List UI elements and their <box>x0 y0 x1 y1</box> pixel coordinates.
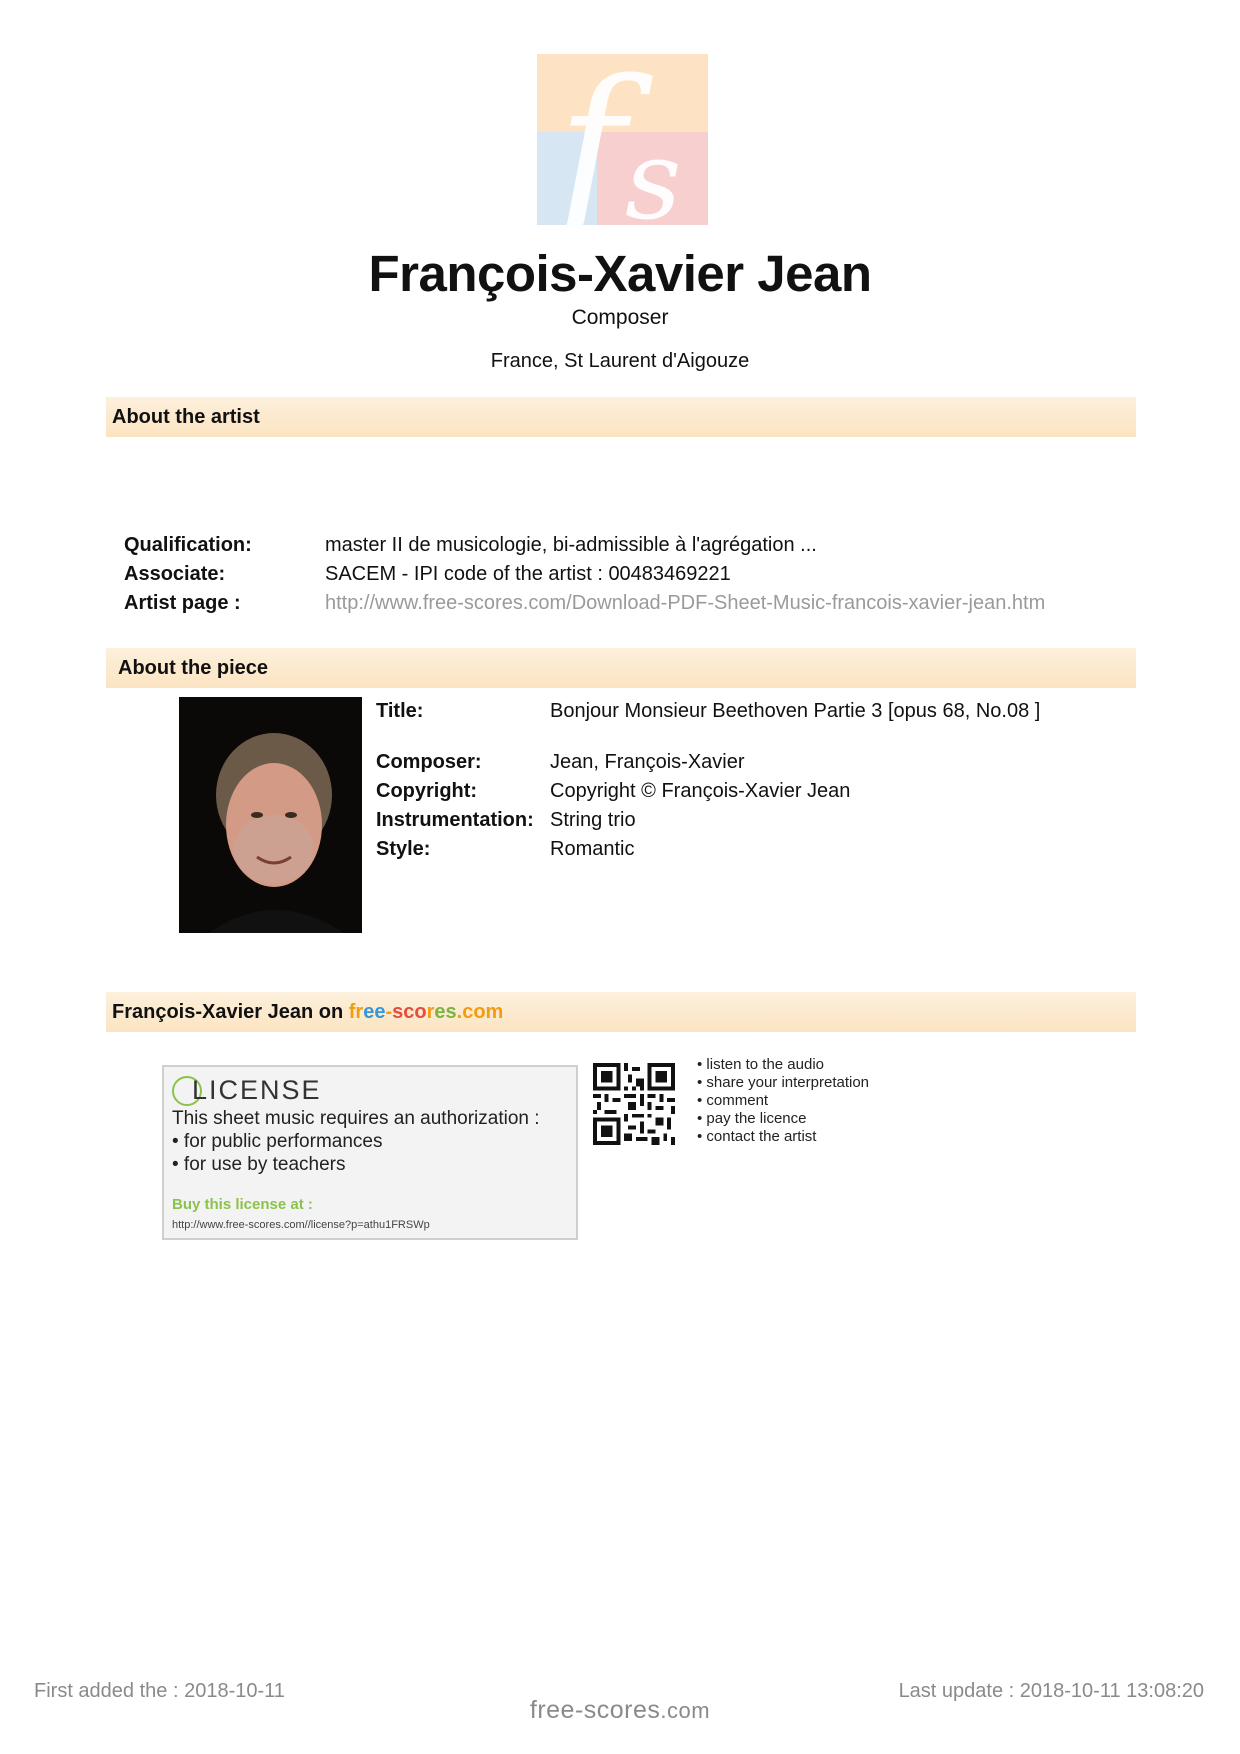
brand-part-ee[interactable]: ee <box>363 1001 386 1023</box>
style-value: Romantic <box>550 838 635 860</box>
brand-part-es[interactable]: es <box>434 1001 457 1023</box>
associate-label: Associate: <box>124 563 226 585</box>
brand-part-sco[interactable]: sco <box>392 1001 427 1023</box>
license-url-link[interactable]: http://www.free-scores.com//license?p=athu1FRSWp <box>172 1219 430 1231</box>
first-added-date: First added the : 2018-10-11 <box>34 1680 285 1702</box>
artist-page-label: Artist page : <box>124 592 241 614</box>
artist-location: France, St Laurent d'Aigouze <box>490 350 750 372</box>
on-site-heading <box>106 992 1136 1032</box>
features-list <box>697 1056 869 1146</box>
copyright-value: Copyright © François-Xavier Jean <box>550 780 851 802</box>
about-piece-heading: About the piece <box>106 648 1136 688</box>
brand-part-com[interactable]: .com <box>456 1001 504 1023</box>
qr-code-icon[interactable] <box>593 1063 675 1145</box>
artist-page-link[interactable]: http://www.free-scores.com/Download-PDF-Sheet-Music-francois-xavier-jean.htm <box>325 592 1046 614</box>
artist-name: François-Xavier Jean <box>368 245 872 302</box>
copyright-label: Copyright: <box>376 780 478 802</box>
free-scores-logo <box>537 54 708 225</box>
license-buy-label: Buy this license at : <box>172 1196 313 1213</box>
qualification-value: master II de musicologie, bi-admissible à l'agrégation ... <box>325 534 817 556</box>
feature-comment[interactable]: • comment <box>697 1092 769 1109</box>
svg-text:s: s <box>625 116 682 225</box>
artist-role: Composer <box>571 306 669 329</box>
feature-pay-licence[interactable]: • pay the licence <box>697 1110 807 1127</box>
style-label: Style: <box>376 838 431 860</box>
license-requirement: This sheet music requires an authorization : <box>172 1108 540 1129</box>
footer-logo-suffix: .com <box>660 1698 711 1723</box>
title-value: Bonjour Monsieur Beethoven Partie 3 [opus 68, No.08 ] <box>550 700 1041 722</box>
brand-part-dash[interactable]: - <box>385 1001 393 1023</box>
last-update-date: Last update : 2018-10-11 13:08:20 <box>898 1680 1204 1702</box>
composer-value: Jean, François-Xavier <box>550 751 745 773</box>
feature-contact[interactable]: • contact the artist <box>697 1128 817 1145</box>
feature-listen[interactable]: • listen to the audio <box>697 1056 825 1073</box>
artist-photo <box>179 697 362 933</box>
license-box[interactable] <box>162 1065 578 1240</box>
license-title-rest: ICENSE <box>209 1075 322 1105</box>
brand-part-fr[interactable]: fr <box>348 1001 364 1023</box>
svg-text:f: f <box>557 54 626 225</box>
free-scores-fs-logo-icon <box>537 54 708 225</box>
footer-logo <box>0 1696 1240 1725</box>
qualification-label: Qualification: <box>124 534 252 556</box>
license-title <box>172 1075 322 1106</box>
license-bullet-teachers: • for use by teachers <box>172 1154 346 1175</box>
instrumentation-value: String trio <box>550 809 636 831</box>
instrumentation-label: Instrumentation: <box>376 809 534 831</box>
about-artist-heading: About the artist <box>106 397 1136 437</box>
license-description <box>172 1107 572 1176</box>
feature-share[interactable]: • share your interpretation <box>697 1074 870 1091</box>
brand-part-r[interactable]: r <box>426 1001 435 1023</box>
on-site-prefix: François-Xavier Jean on <box>112 1001 349 1023</box>
license-title-first: L <box>192 1075 210 1105</box>
footer-logo-main: free-scores <box>529 1696 661 1724</box>
title-label: Title: <box>376 700 424 722</box>
license-bullet-public: • for public performances <box>172 1131 383 1152</box>
composer-label: Composer: <box>376 751 482 773</box>
associate-value: SACEM - IPI code of the artist : 00483469221 <box>325 563 731 585</box>
